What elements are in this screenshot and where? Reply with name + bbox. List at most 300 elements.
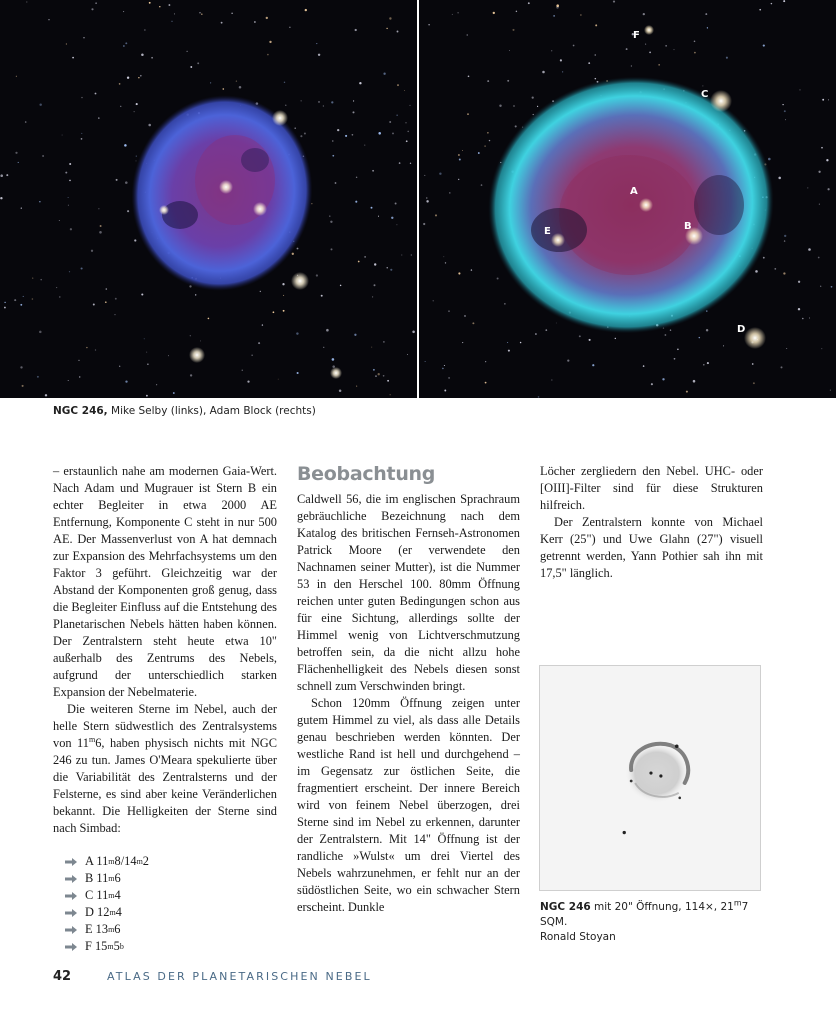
- background-star: [326, 329, 329, 332]
- background-star: [643, 365, 645, 367]
- background-star: [141, 293, 143, 295]
- background-star: [452, 14, 453, 15]
- background-star: [332, 358, 335, 361]
- background-star: [197, 62, 199, 64]
- background-star: [424, 175, 425, 176]
- background-star: [305, 9, 307, 11]
- background-star: [828, 99, 829, 100]
- background-star: [100, 225, 102, 227]
- background-star: [560, 59, 562, 61]
- background-star: [123, 11, 124, 12]
- background-star: [443, 256, 444, 257]
- background-star: [468, 75, 470, 77]
- background-star: [516, 11, 517, 12]
- background-star: [487, 80, 489, 82]
- background-star: [726, 57, 728, 59]
- background-star: [283, 295, 284, 296]
- background-star: [42, 155, 44, 157]
- background-star: [105, 301, 107, 303]
- background-star: [297, 248, 299, 250]
- background-star: [507, 80, 509, 82]
- background-star: [781, 366, 783, 368]
- background-star: [282, 283, 284, 285]
- background-star: [674, 358, 676, 360]
- background-star: [798, 281, 800, 283]
- background-star: [784, 110, 786, 112]
- background-star: [337, 129, 339, 131]
- background-star: [146, 352, 147, 353]
- background-star: [802, 318, 804, 320]
- background-star: [706, 329, 708, 331]
- background-star: [458, 272, 460, 274]
- background-star: [493, 12, 495, 14]
- background-star: [595, 24, 597, 26]
- caption-credit: Mike Selby (links), Adam Block (rechts): [107, 405, 316, 417]
- background-star: [556, 4, 559, 7]
- sketch-caption: NGC 246 mit 20" Öffnung, 114×, 21$^m$7 SQM. Ronald Stoyan: [540, 898, 749, 943]
- background-star: [481, 184, 483, 186]
- background-star: [774, 268, 776, 270]
- background-star: [355, 29, 357, 31]
- background-star: [397, 115, 398, 116]
- background-star: [26, 1, 27, 2]
- background-star: [32, 278, 33, 279]
- background-star: [448, 377, 450, 379]
- background-star: [168, 355, 169, 356]
- background-star: [18, 162, 19, 163]
- background-star: [62, 135, 63, 136]
- background-star: [99, 231, 102, 234]
- background-star: [32, 298, 34, 300]
- background-star: [378, 132, 381, 135]
- running-title: ATLAS DER PLANETARISCHEN NEBEL: [107, 970, 372, 983]
- background-star: [355, 201, 357, 203]
- background-star: [86, 347, 87, 348]
- background-star: [406, 140, 408, 142]
- background-star: [329, 215, 330, 216]
- background-star: [551, 50, 552, 51]
- star-label-a: A: [630, 186, 638, 197]
- background-star: [553, 15, 555, 17]
- background-star: [124, 144, 127, 147]
- sketch-object: NGC 246: [540, 901, 591, 913]
- background-star: [21, 207, 22, 208]
- background-star: [25, 121, 27, 123]
- background-star: [387, 267, 388, 268]
- background-star: [375, 375, 376, 376]
- background-star: [542, 71, 545, 74]
- list-item: B 11 m 6: [65, 870, 277, 887]
- background-star: [151, 57, 153, 59]
- background-star: [254, 21, 256, 23]
- star-label-f: F: [633, 30, 640, 41]
- background-star: [23, 296, 24, 297]
- background-star: [69, 180, 71, 182]
- background-star: [0, 174, 3, 177]
- background-star: [292, 253, 294, 255]
- background-star: [768, 158, 771, 161]
- background-star: [56, 287, 57, 288]
- background-star: [535, 333, 537, 335]
- background-star: [68, 197, 69, 198]
- background-star: [116, 179, 118, 181]
- background-star: [435, 214, 437, 216]
- background-star: [784, 235, 786, 237]
- background-star: [134, 239, 136, 241]
- background-star: [81, 97, 82, 98]
- background-star: [826, 159, 828, 161]
- background-star: [195, 294, 196, 295]
- nebula-photo-left: [0, 0, 417, 398]
- background-star: [401, 255, 402, 256]
- background-star: [123, 45, 124, 46]
- background-star: [392, 132, 394, 134]
- background-star: [236, 80, 237, 81]
- text-column-2: [297, 463, 520, 916]
- background-star: [95, 93, 97, 95]
- background-star: [266, 17, 268, 19]
- background-star: [383, 341, 385, 343]
- arrow-right-icon: [65, 858, 77, 866]
- background-star: [694, 52, 696, 54]
- nebula-photo-right: [419, 0, 836, 398]
- background-star: [283, 310, 285, 312]
- text-column-1: [53, 463, 277, 956]
- paragraph: Löcher zergliedern den Nebel. UHC- oder [OIII]-Filter sind für diese Strukturen hilfreich.: [540, 464, 763, 512]
- background-star: [448, 310, 450, 312]
- background-star: [364, 145, 365, 146]
- background-star: [513, 105, 514, 106]
- background-star: [626, 48, 628, 50]
- background-star: [478, 152, 480, 154]
- background-star: [318, 54, 320, 56]
- background-star: [138, 77, 139, 78]
- background-star: [304, 132, 306, 134]
- star-label-e: E: [544, 226, 551, 237]
- background-star: [242, 370, 243, 371]
- background-star: [72, 57, 74, 59]
- background-star: [247, 380, 249, 382]
- background-star: [822, 99, 824, 101]
- text-column-3: [540, 463, 763, 582]
- background-star: [340, 285, 342, 287]
- background-star: [799, 89, 800, 90]
- background-star: [364, 256, 366, 258]
- background-star: [332, 140, 333, 141]
- background-star: [759, 9, 761, 11]
- background-star: [59, 220, 60, 221]
- background-star: [507, 342, 508, 343]
- background-star: [174, 13, 175, 14]
- background-star: [662, 378, 664, 380]
- background-star: [95, 349, 96, 350]
- background-star: [397, 84, 399, 86]
- background-star: [485, 382, 487, 384]
- background-star: [136, 103, 138, 105]
- background-star: [579, 335, 581, 337]
- background-star: [371, 347, 372, 348]
- background-star: [106, 288, 108, 290]
- background-star: [40, 279, 42, 281]
- background-star: [201, 13, 203, 15]
- background-star: [331, 248, 333, 250]
- background-star: [389, 17, 391, 19]
- background-star: [723, 345, 724, 346]
- background-star: [798, 308, 800, 310]
- background-star: [39, 331, 42, 334]
- background-star: [294, 127, 295, 128]
- background-star: [59, 296, 60, 297]
- section-heading: Beobachtung: [297, 463, 436, 485]
- background-star: [445, 262, 446, 263]
- photo-caption: [53, 405, 316, 417]
- background-star: [562, 71, 563, 72]
- background-star: [4, 307, 6, 309]
- background-star: [252, 355, 253, 356]
- background-star: [782, 104, 783, 105]
- background-star: [91, 250, 93, 252]
- arrow-right-icon: [65, 875, 77, 883]
- background-star: [399, 162, 401, 164]
- background-star: [210, 82, 211, 83]
- background-star: [573, 45, 575, 47]
- background-star: [332, 155, 334, 157]
- background-star: [168, 4, 170, 6]
- background-star: [171, 21, 172, 22]
- background-star: [352, 111, 354, 113]
- background-star: [699, 337, 700, 338]
- background-star: [22, 385, 24, 387]
- background-star: [120, 106, 121, 107]
- star-label-d: D: [737, 324, 746, 335]
- background-star: [556, 323, 557, 324]
- background-star: [807, 187, 808, 188]
- background-star: [821, 348, 822, 349]
- background-star: [258, 342, 260, 344]
- background-star: [383, 375, 385, 377]
- background-star: [512, 29, 514, 31]
- paragraph: Der Zentralstern konnte von Michael Kerr (25") und Uwe Glahn (27") visuell getrennt werden, Yann Pothier sah ihn mit 17,5" länglich.: [540, 515, 763, 580]
- background-star: [686, 391, 688, 393]
- background-star: [93, 303, 95, 305]
- background-star: [827, 188, 829, 190]
- background-star: [809, 318, 810, 319]
- background-star: [373, 369, 375, 371]
- background-star: [323, 347, 324, 348]
- background-star: [48, 19, 49, 20]
- background-star: [705, 13, 707, 15]
- background-star: [778, 177, 781, 180]
- background-star: [222, 88, 224, 90]
- background-star: [352, 134, 354, 136]
- background-star: [520, 342, 522, 344]
- background-star: [449, 192, 451, 194]
- background-star: [119, 366, 120, 367]
- background-star: [444, 390, 446, 392]
- background-star: [81, 267, 83, 269]
- background-star: [69, 163, 71, 165]
- background-star: [763, 257, 765, 259]
- star-label-b: B: [684, 221, 692, 232]
- background-star: [397, 31, 399, 33]
- background-star: [354, 334, 356, 336]
- list-item: D 12 m 4: [65, 904, 277, 921]
- background-star: [330, 221, 332, 223]
- background-star: [260, 291, 261, 292]
- list-item: F 15 m 5 b: [65, 938, 277, 955]
- list-item: A 11 m 8/14 m 2: [65, 853, 277, 870]
- background-star: [643, 13, 645, 15]
- background-star: [68, 205, 69, 206]
- background-star: [665, 45, 666, 46]
- background-star: [316, 274, 318, 276]
- background-star: [462, 150, 463, 151]
- background-star: [707, 27, 708, 28]
- background-star: [665, 334, 667, 336]
- background-star: [489, 140, 490, 141]
- background-star: [136, 156, 137, 157]
- background-star: [820, 286, 821, 287]
- background-star: [412, 331, 415, 334]
- background-star: [186, 51, 187, 52]
- background-star: [467, 34, 468, 35]
- background-star: [631, 65, 632, 66]
- background-star: [615, 338, 616, 339]
- background-star: [127, 210, 129, 212]
- background-star: [442, 368, 444, 370]
- background-star: [818, 257, 820, 259]
- background-star: [487, 132, 489, 134]
- background-star: [173, 392, 175, 394]
- background-star: [819, 204, 820, 205]
- background-star: [134, 111, 135, 112]
- background-star: [677, 349, 679, 351]
- background-star: [538, 396, 540, 398]
- background-star: [786, 348, 787, 349]
- background-star: [425, 361, 426, 362]
- background-star: [537, 106, 538, 107]
- background-star: [378, 216, 379, 217]
- background-star: [98, 208, 99, 209]
- background-star: [127, 77, 129, 79]
- arrow-right-icon: [65, 892, 77, 900]
- background-star: [190, 374, 192, 376]
- background-star: [359, 82, 361, 84]
- star-magnitude-list: [65, 853, 277, 956]
- background-star: [239, 86, 242, 89]
- background-star: [371, 207, 373, 209]
- background-star: [289, 27, 290, 28]
- background-star: [588, 62, 590, 64]
- background-star: [389, 121, 391, 123]
- background-star: [783, 272, 785, 274]
- background-star: [383, 73, 385, 75]
- background-star: [297, 372, 299, 374]
- background-star: [14, 299, 16, 301]
- background-star: [66, 43, 67, 44]
- background-star: [146, 395, 148, 397]
- background-star: [20, 366, 22, 368]
- background-star: [6, 174, 8, 176]
- background-star: [335, 182, 337, 184]
- background-star: [426, 197, 427, 198]
- background-star: [321, 295, 323, 297]
- background-star: [0, 197, 2, 199]
- background-star: [16, 76, 17, 77]
- background-star: [190, 66, 192, 68]
- background-star: [509, 50, 510, 51]
- background-star: [386, 28, 387, 29]
- background-star: [458, 154, 460, 156]
- background-star: [136, 160, 137, 161]
- background-star: [670, 329, 671, 330]
- background-star: [70, 228, 72, 230]
- list-item: C 11 m 4: [65, 887, 277, 904]
- background-star: [444, 365, 445, 366]
- background-star: [91, 8, 93, 10]
- background-star: [273, 311, 275, 313]
- background-star: [65, 172, 67, 174]
- background-star: [323, 105, 324, 106]
- background-star: [140, 75, 142, 77]
- background-star: [592, 364, 594, 366]
- background-star: [567, 359, 569, 361]
- arrow-right-icon: [65, 943, 77, 951]
- background-star: [752, 363, 754, 365]
- background-star: [707, 362, 709, 364]
- background-star: [595, 54, 596, 55]
- paragraph: Caldwell 56, die im englischen Sprachraum gebräuchliche Bezeichnung nach dem Katalog des britischen Fernseh-Astronomen Patrick Moore (er verwendete den Nachnamen seiner Mutter), ist die Nummer 53 in den Herschel 100. 80mm Öffnung reichen unter guten Bedingungen schon aus für eine Sichtung, allerdings sollte der Himmel wenig von Lichtverschmutzung betroffen sein, da die nicht allzu hohe Flächenhelligkeit des Nebels diesen sonst schnell zum Verschwinden bringt.: [297, 492, 520, 693]
- background-star: [81, 133, 82, 134]
- background-star: [407, 131, 409, 133]
- background-star: [83, 37, 84, 38]
- background-star: [144, 29, 145, 30]
- background-star: [378, 373, 380, 375]
- background-star: [356, 177, 357, 178]
- background-star: [821, 147, 823, 149]
- background-star: [457, 12, 458, 13]
- background-star: [439, 172, 441, 174]
- background-star: [331, 101, 333, 103]
- background-star: [374, 263, 376, 265]
- background-star: [318, 101, 320, 103]
- background-star: [15, 152, 17, 154]
- background-star: [221, 22, 223, 24]
- arrow-right-icon: [65, 926, 77, 934]
- background-star: [296, 332, 298, 334]
- background-star: [551, 380, 552, 381]
- background-star: [404, 90, 405, 91]
- background-star: [580, 14, 581, 15]
- background-star: [141, 53, 144, 56]
- background-star: [95, 2, 97, 4]
- background-star: [278, 379, 279, 380]
- background-star: [159, 6, 160, 7]
- background-star: [471, 269, 472, 270]
- background-star: [673, 49, 674, 50]
- background-star: [115, 298, 117, 300]
- background-star: [410, 105, 411, 106]
- background-star: [148, 124, 151, 127]
- background-star: [433, 300, 434, 301]
- background-star: [345, 135, 347, 137]
- background-star: [115, 314, 116, 315]
- background-star: [81, 138, 83, 140]
- background-star: [659, 64, 660, 65]
- caption-object: NGC 246,: [53, 405, 108, 417]
- background-star: [387, 380, 389, 382]
- background-star: [339, 390, 342, 393]
